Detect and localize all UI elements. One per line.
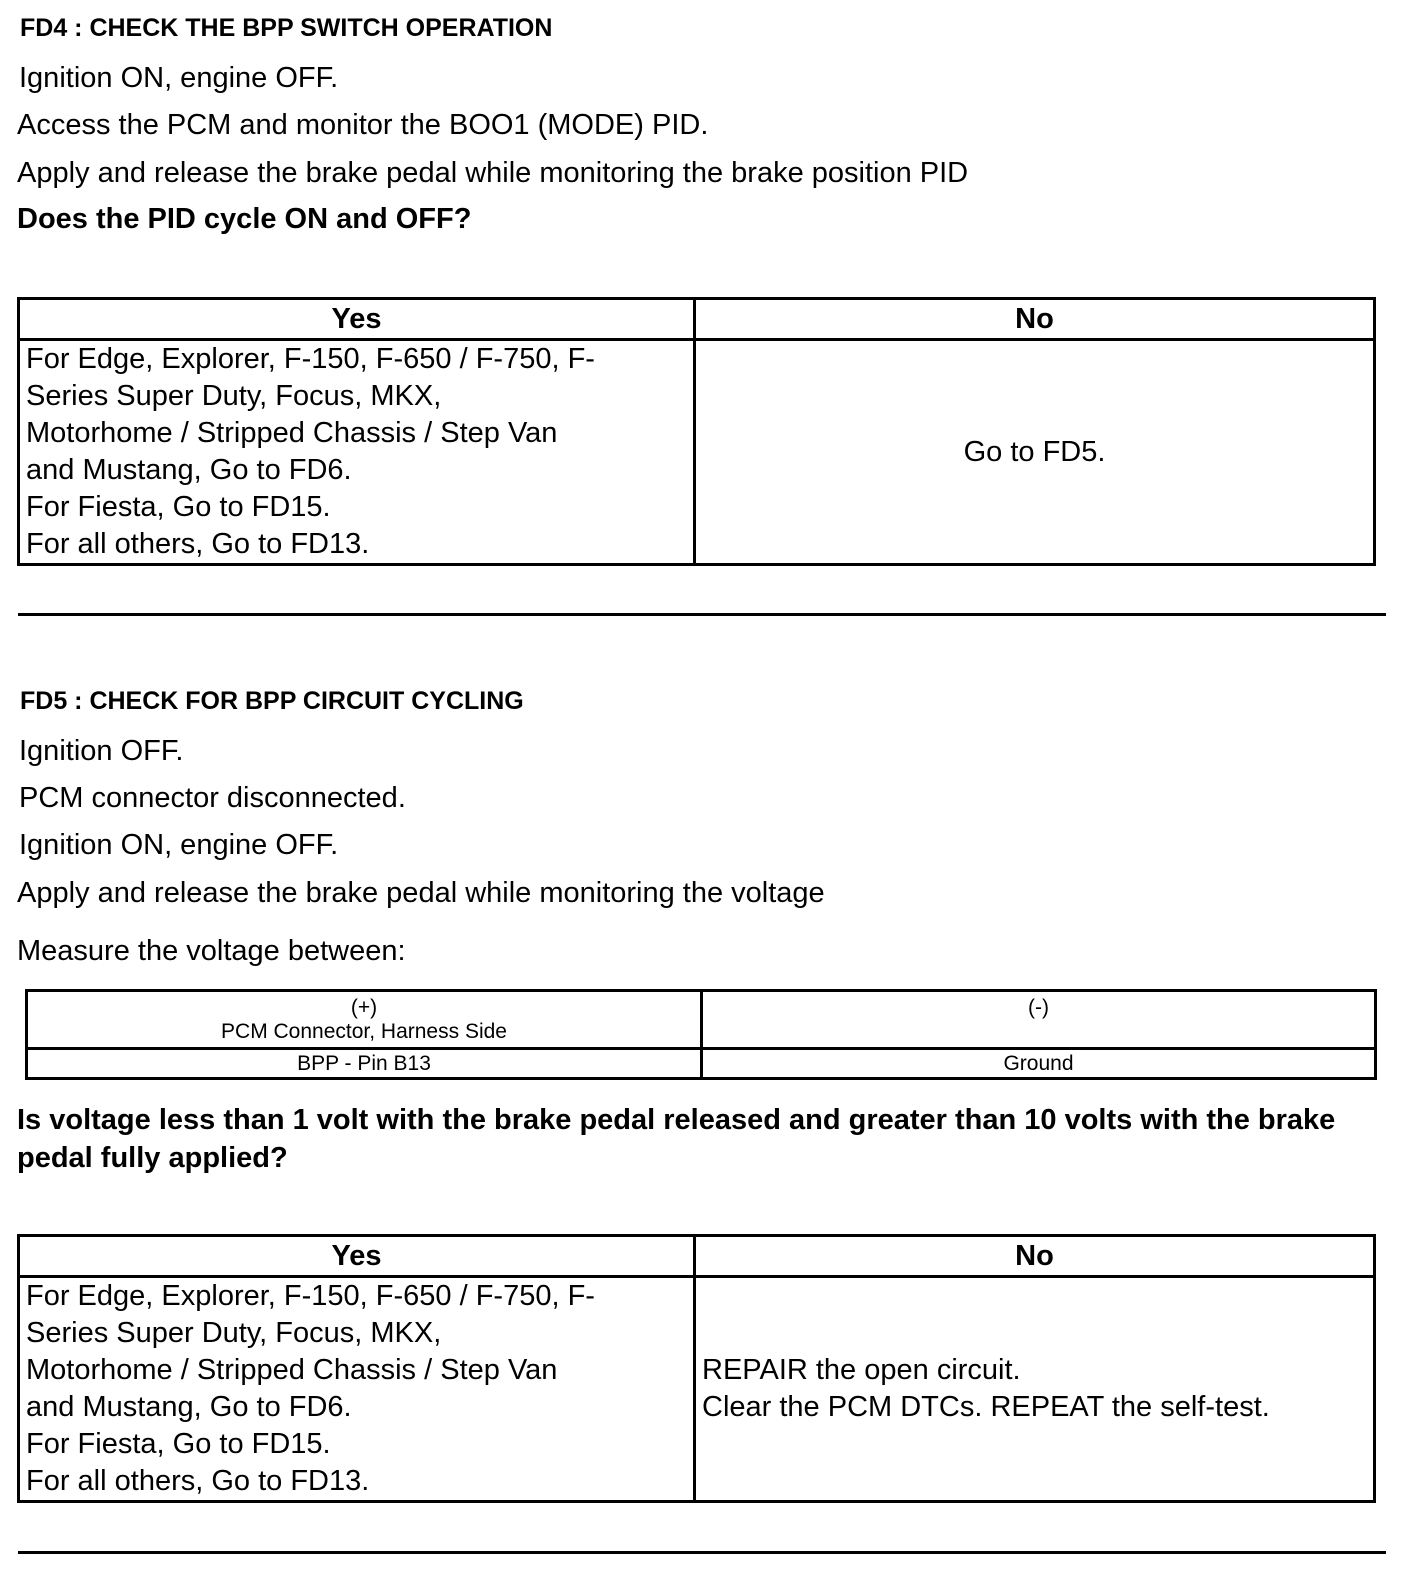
- fd5-question: Is voltage less than 1 volt with the brake pedal released and greater than 10 volts with the brake pedal fully applied?: [17, 1104, 1336, 1174]
- fd5-line-5: Measure the voltage between:: [17, 935, 406, 967]
- measure-minus-value: Ground: [702, 1049, 1376, 1079]
- fd5-no-header: No: [695, 1236, 1375, 1277]
- measure-minus-header: (-): [702, 991, 1376, 1049]
- fd4-yes-header: Yes: [19, 299, 695, 340]
- fd5-yes-header: Yes: [19, 1236, 695, 1277]
- fd4-no-cell: Go to FD5.: [695, 340, 1375, 565]
- fd5-line-2: PCM connector disconnected.: [19, 782, 406, 814]
- fd5-line-4: Apply and release the brake pedal while monitoring the voltage: [17, 877, 825, 909]
- fd5-yes-cell: For Edge, Explorer, F-150, F-650 / F-750, F- Series Super Duty, Focus, MKX, Motorhome / Stripped Chassis / Step Van and Mustang, Go to FD6. For Fiesta, Go to FD15. For all others, Go to FD13.: [19, 1277, 695, 1502]
- measure-plus-sub: PCM Connector, Harness Side: [221, 1019, 507, 1043]
- fd5-line-1: Ignition OFF.: [19, 735, 184, 767]
- measure-plus-header-cell: [27, 991, 702, 1049]
- fd4-no-header: No: [695, 299, 1375, 340]
- fd5-result-table: [17, 1234, 1376, 1503]
- bottom-divider: [18, 1551, 1386, 1554]
- measure-plus-header: (+): [350, 995, 378, 1019]
- measure-plus-value: BPP - Pin B13: [27, 1049, 702, 1079]
- fd4-result-table: [17, 297, 1376, 566]
- fd4-title: FD4 : CHECK THE BPP SWITCH OPERATION: [20, 14, 553, 42]
- fd5-no-cell: REPAIR the open circuit. Clear the PCM DTCs. REPEAT the self-test.: [695, 1277, 1375, 1502]
- measurement-table: [25, 989, 1377, 1080]
- section-divider: [18, 613, 1386, 616]
- fd5-line-3: Ignition ON, engine OFF.: [19, 829, 339, 861]
- fd4-question: Does the PID cycle ON and OFF?: [17, 203, 472, 235]
- fd4-yes-cell: For Edge, Explorer, F-150, F-650 / F-750, F- Series Super Duty, Focus, MKX, Motorhome / Stripped Chassis / Step Van and Mustang, Go to FD6. For Fiesta, Go to FD15. For all others, Go to FD13.: [19, 340, 695, 565]
- fd5-title: FD5 : CHECK FOR BPP CIRCUIT CYCLING: [20, 687, 524, 715]
- fd4-line-1: Ignition ON, engine OFF.: [19, 62, 339, 94]
- fd4-line-2: Access the PCM and monitor the BOO1 (MODE) PID.: [17, 109, 709, 141]
- fd4-line-3: Apply and release the brake pedal while monitoring the brake position PID: [17, 157, 969, 189]
